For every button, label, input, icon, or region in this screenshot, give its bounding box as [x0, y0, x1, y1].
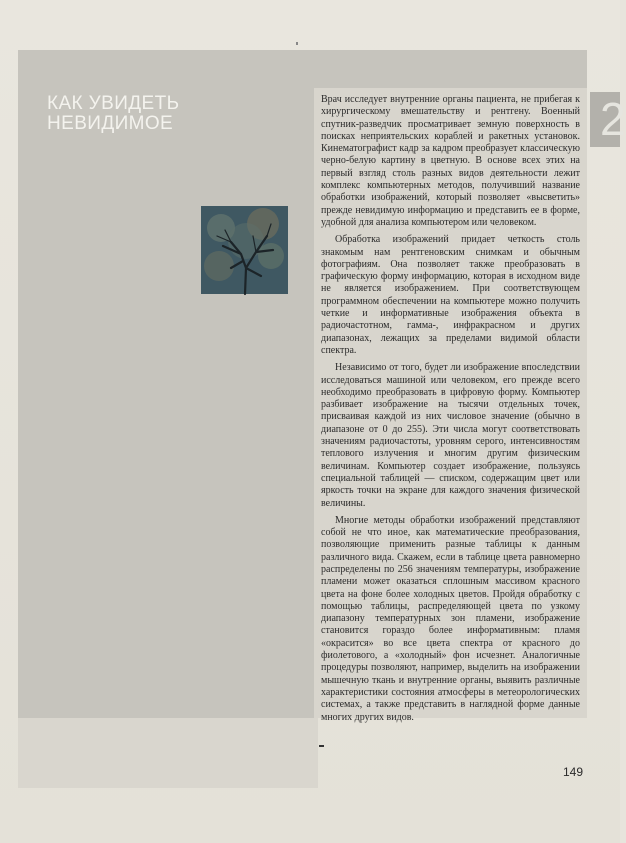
- print-dash: [319, 745, 324, 747]
- heading-line-1: КАК УВИДЕТЬ: [47, 93, 180, 114]
- chapter-heading: [47, 94, 180, 134]
- chapter-number-tab: [590, 92, 626, 147]
- print-mark: [296, 42, 298, 45]
- heading-line-2: НЕВИДИМОЕ: [47, 113, 174, 134]
- tree-photo-thumbnail: [201, 206, 288, 294]
- paragraph-4: Многие методы обработки изображений представляют собой не что иное, как математические преобразования, позволяющие применить разные таблицы к данным различного вида. Скажем, если в таблице цвета равномерно распределены по 256 значениям температуры, изображение пламени может оказаться сплошным массивом красного цвета на фоне более холодных цветов. Пройдя обработку с помощью таблицы, распределяющей цвета по узкому диапазону температурных зон пламени, изображение становится гораздо более информативным: пламя «окрасится» во все цвета спектра от красного до фиолетового, а «холодный» фон исчезнет. Аналогичные процедуры позволяют, например, выделить на изображении мышечную ткань и внутренние органы, выявить различные характеристики состояния атмосферы в метеорологических системах, а также представить в наглядной форме данные многих других видов.: [321, 514, 580, 723]
- paragraph-2: Обработка изображений придает четкость столь знакомым нам рентгеновским снимкам и обычным фотографиям. Она позволяет также преобразовать в графическую форму информацию, которая в исходном виде не является изображением. При соответствующем программном обеспечении на компьютере можно получить четкие и информативные изображения объекта в радиочастотном, гамма-, инфракрасном и других диапазонах, лежащих за пределами видимой области спектра.: [321, 234, 580, 356]
- paragraph-3: Независимо от того, будет ли изображение впоследствии исследоваться машиной или человеком, его прежде всего необходимо преобразовать в цифровую форму. Компьютер разбивает изображение на тысячи отдельных точек, присваивая каждой из них числовое значение (обычно в диапазоне от 0 до 255). Эти числа могут соответствовать значениям радиочастоты, уровням серого, интенсивностям теплового излучения и многим другим физическим величинам. Компьютер создает изображение, пользуясь специальной таблицей — списком, содержащим цвет или яркость точки на экране для каждого значения физической величины.: [321, 362, 580, 509]
- page-number: 149: [563, 765, 584, 779]
- article-body: [321, 94, 580, 729]
- tree-photo-icon: [201, 206, 288, 294]
- grey-panel-lower: [18, 718, 318, 788]
- paragraph-1: Врач исследует внутренние органы пациента, не прибегая к хирургическому вмешательству и рентгену. Военный спутник-разведчик просматривает земную поверхность в поисках неприятельских кораблей и ракетных установок. Кинематографист кадр за кадром преобразует классическую черно-белую картину в цветную. В основе всех этих на первый взгляд столь разных видов деятельности лежит комплекс компьютерных методов, получивший название обработки изображений, который позволяет «высветить» прежде невидимую информацию и представить ее в форме, удобной для анализа компьютером или человеком.: [321, 94, 580, 228]
- chapter-number: 2: [600, 93, 626, 145]
